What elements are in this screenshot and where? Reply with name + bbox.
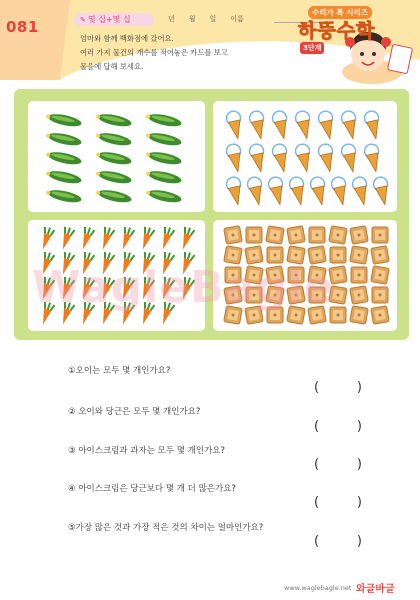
carrot: [98, 301, 115, 326]
cucumber: [145, 111, 182, 128]
carrot: [98, 276, 115, 301]
cookie: [350, 246, 369, 265]
icecream-cone: [225, 143, 245, 173]
date-name-fields: [168, 14, 244, 24]
cookie: [372, 227, 388, 243]
carrot: [38, 251, 55, 276]
cookie: [246, 227, 262, 243]
carrot: [78, 226, 95, 251]
pencil-icon: ✎: [80, 16, 86, 24]
cookie: [245, 246, 264, 265]
carrot: [158, 226, 175, 251]
cookie: [330, 247, 346, 263]
cookie: [350, 226, 369, 245]
carrot: [118, 301, 135, 326]
footer-brand-logo: 와글바글: [356, 584, 395, 595]
cookie: [266, 286, 285, 305]
cookie: [308, 306, 327, 325]
cucumber: [45, 168, 82, 185]
cookie: [329, 226, 348, 245]
cookie: [372, 287, 388, 303]
icecream-cone: [309, 176, 329, 206]
carrot: [178, 276, 195, 301]
cucumber: [145, 149, 182, 166]
question-2: ② 오이와 당근은 모두 몇 개인가요?: [68, 407, 201, 417]
carrot: [78, 301, 95, 326]
question-3: ③ 아이스크림과 과자는 모두 몇 개인가요?: [68, 446, 226, 456]
cookie: [288, 267, 304, 283]
page-number: 081: [6, 18, 39, 36]
cookie: [350, 306, 369, 325]
cucumber: [45, 130, 82, 147]
icecream-cone: [330, 176, 350, 206]
cucumber: [145, 168, 182, 185]
icecream-cone: [294, 143, 314, 173]
icecream-cone: [248, 143, 268, 173]
carrot: [58, 226, 75, 251]
carrot: [78, 276, 95, 301]
month-label: 월: [188, 15, 196, 23]
carrot: [158, 276, 175, 301]
carrot: [98, 226, 115, 251]
carrot: [38, 301, 55, 326]
cookie: [287, 306, 306, 325]
cookie: [309, 227, 325, 243]
carrot: [118, 226, 135, 251]
cookie: [224, 286, 243, 305]
cookie: [309, 287, 325, 303]
cucumber: [95, 149, 132, 166]
watermark: WagleBagle: [32, 262, 335, 313]
carrot: [138, 276, 155, 301]
icecream-cone: [363, 110, 383, 140]
icecream-cone: [351, 176, 371, 206]
cookie: [329, 286, 348, 305]
icecream-cone: [246, 176, 266, 206]
carrot: [118, 251, 135, 276]
cookie: [308, 246, 327, 265]
icecream-cone: [271, 110, 291, 140]
cucumber-card: [28, 101, 205, 212]
icecream-cone: [340, 110, 360, 140]
carrot: [118, 276, 135, 301]
icecream-cone: [271, 143, 291, 173]
cookie: [224, 306, 243, 325]
cookie: [224, 246, 243, 265]
topic-pill: [74, 13, 154, 26]
answer-box-4[interactable]: ( ): [314, 495, 362, 510]
cookie: [225, 267, 241, 283]
carrot-illustration: [28, 220, 205, 331]
cucumber: [45, 149, 82, 166]
cucumber: [145, 130, 182, 147]
carrot: [58, 251, 75, 276]
carrot: [38, 226, 55, 251]
carrot: [58, 276, 75, 301]
carrot: [138, 251, 155, 276]
cookie: [266, 226, 285, 245]
icecream-card: [213, 101, 397, 212]
day-label: 일: [209, 15, 217, 23]
carrot: [78, 251, 95, 276]
icecream-cone: [372, 176, 392, 206]
carrot: [138, 301, 155, 326]
cookie: [267, 307, 283, 323]
cucumber: [95, 130, 132, 147]
year-label: 년: [168, 15, 175, 23]
cookie: [329, 266, 348, 285]
cookie: [224, 226, 243, 245]
answer-box-2[interactable]: ( ): [314, 419, 362, 434]
cucumber-illustration: [28, 101, 205, 212]
instruction-line: 물음에 답해 보세요.: [80, 62, 144, 71]
cookie: [371, 306, 390, 325]
icecream-cone: [317, 143, 337, 173]
logo-title: 하뚱수학: [298, 20, 376, 42]
cookie: [246, 287, 262, 303]
series-label: 수리가 톡 시리즈: [308, 6, 372, 19]
instruction-line: 엄마와 함께 백화점에 갔어요.: [80, 34, 174, 43]
carrot: [38, 276, 55, 301]
icecream-cone: [225, 176, 245, 206]
cookie: [287, 226, 306, 245]
cookie: [267, 247, 283, 263]
question-1: ①오이는 모두 몇 개인가요?: [68, 366, 171, 376]
cucumber: [45, 187, 82, 204]
cookie: [308, 266, 327, 285]
grade-badge: 3단계: [300, 42, 324, 54]
icecream-cone: [317, 110, 337, 140]
cookie-illustration: [213, 220, 397, 331]
cucumber: [95, 111, 132, 128]
answer-box-1[interactable]: ( ): [314, 380, 362, 395]
carrot: [158, 301, 175, 326]
icecream-cone: [225, 110, 245, 140]
cookie: [287, 246, 306, 265]
series-logo: [286, 2, 418, 88]
cookie: [371, 246, 390, 265]
carrot: [158, 251, 175, 276]
icecream-cone: [363, 143, 383, 173]
question-4: ④ 아이스크림은 당근보다 몇 개 더 많은가요?: [68, 484, 236, 494]
icecream-illustration: [213, 101, 397, 212]
cookie: [330, 307, 346, 323]
cookie: [287, 286, 306, 305]
cucumber: [95, 168, 132, 185]
instructions: [80, 32, 280, 74]
topic-label: 몇 십+몇 십: [87, 15, 131, 24]
cookie: [245, 306, 264, 325]
carrot: [178, 251, 195, 276]
cookie-card: [213, 220, 397, 331]
cookie: [245, 266, 264, 285]
carrot-card: [28, 220, 205, 331]
icecream-cone: [340, 143, 360, 173]
icecream-cone: [267, 176, 287, 206]
cookie: [266, 266, 285, 285]
cucumber: [145, 187, 182, 204]
footer-url: www.waglebagle.net: [284, 584, 352, 592]
question-5: ⑤가장 많은 것과 가장 적은 것의 차이는 얼마인가요?: [68, 523, 264, 533]
cookie: [350, 286, 369, 305]
carrot: [98, 251, 115, 276]
icecream-cone: [288, 176, 308, 206]
answer-box-3[interactable]: ( ): [314, 457, 362, 472]
icecream-cone: [248, 110, 268, 140]
cookie: [371, 266, 390, 285]
cucumber: [95, 187, 132, 204]
cucumber: [45, 111, 82, 128]
answer-box-5[interactable]: ( ): [314, 534, 362, 549]
name-label: 이름: [230, 15, 244, 23]
carrot: [178, 226, 195, 251]
carrot: [138, 226, 155, 251]
instruction-line: 여러 가지 물건의 개수를 적어놓은 카드를 보고: [80, 48, 228, 57]
carrot: [58, 301, 75, 326]
icecream-cone: [294, 110, 314, 140]
cookie: [351, 267, 367, 283]
